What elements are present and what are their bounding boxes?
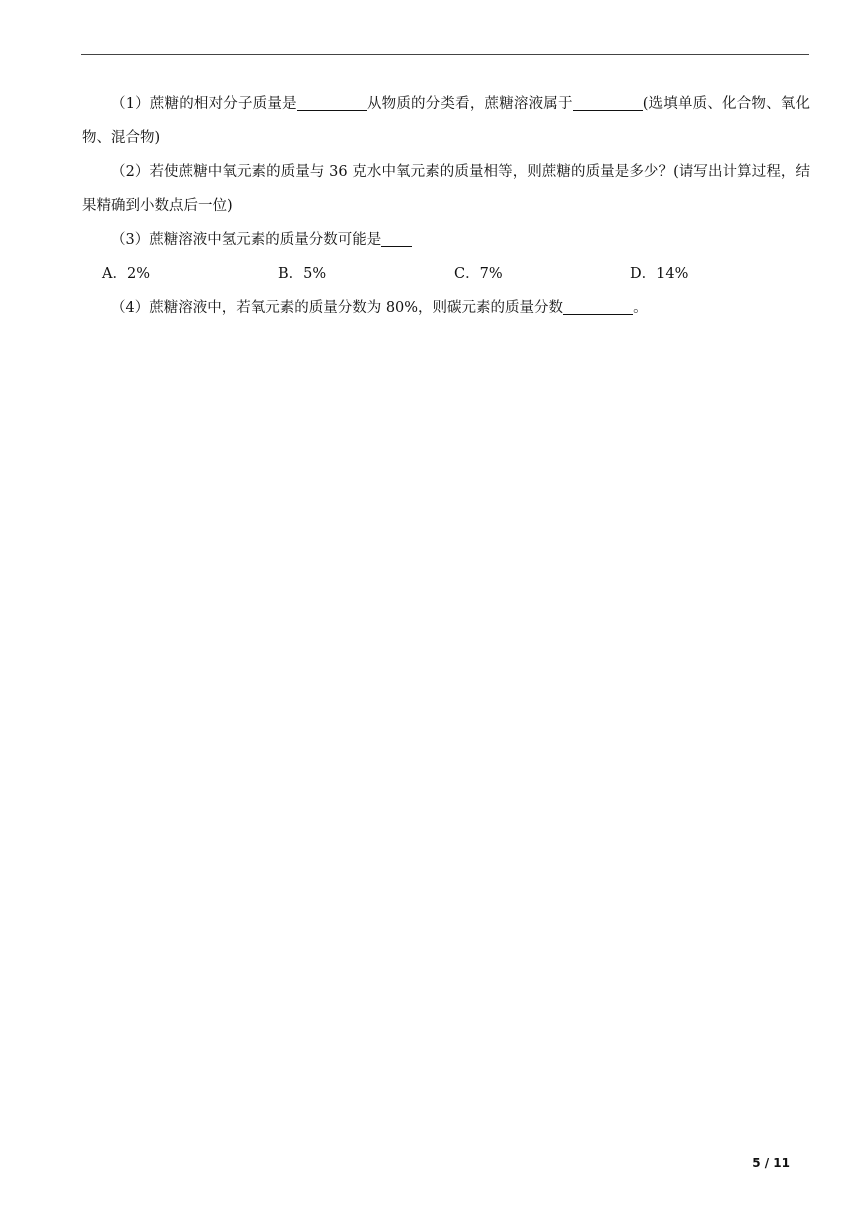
question-2-text: （2）若使蔗糖中氧元素的质量与 36 克水中氧元素的质量相等，则蔗糖的质量是多少？(请写出计算过程，结果精确到小数点后一位) <box>82 164 810 214</box>
question-1 <box>82 87 810 155</box>
question-4-text-a: （4）蔗糖溶液中，若氧元素的质量分数为 80%，则碳元素的质量分数 <box>111 300 564 316</box>
answer-blank-3[interactable] <box>381 230 412 247</box>
page-number: 5 / 11 <box>752 1156 790 1170</box>
question-1-text-c: (选填单质、化合物、氧化物、混合物) <box>82 96 811 146</box>
answer-blank-2[interactable] <box>573 94 643 111</box>
question-1-text-b: 从物质的分类看，蔗糖溶液属于 <box>366 96 573 112</box>
question-3 <box>82 223 810 257</box>
question-3-text: （3）蔗糖溶液中氢元素的质量分数可能是 <box>111 232 382 248</box>
answer-blank-1[interactable] <box>297 94 367 111</box>
question-1-text-a: （1）蔗糖的相对分子质量是 <box>111 96 297 112</box>
question-3-options <box>82 257 810 291</box>
question-4-text-b: 。 <box>633 300 648 316</box>
option-d[interactable]: D．14% <box>630 266 689 282</box>
header-rule <box>81 54 809 55</box>
option-b[interactable]: B．5% <box>278 266 327 282</box>
option-c[interactable]: C．7% <box>454 266 503 282</box>
worksheet-content <box>82 87 810 325</box>
question-2 <box>82 155 810 223</box>
question-4 <box>82 291 810 325</box>
answer-blank-4[interactable] <box>563 298 633 315</box>
option-a[interactable]: A．2% <box>102 266 150 282</box>
